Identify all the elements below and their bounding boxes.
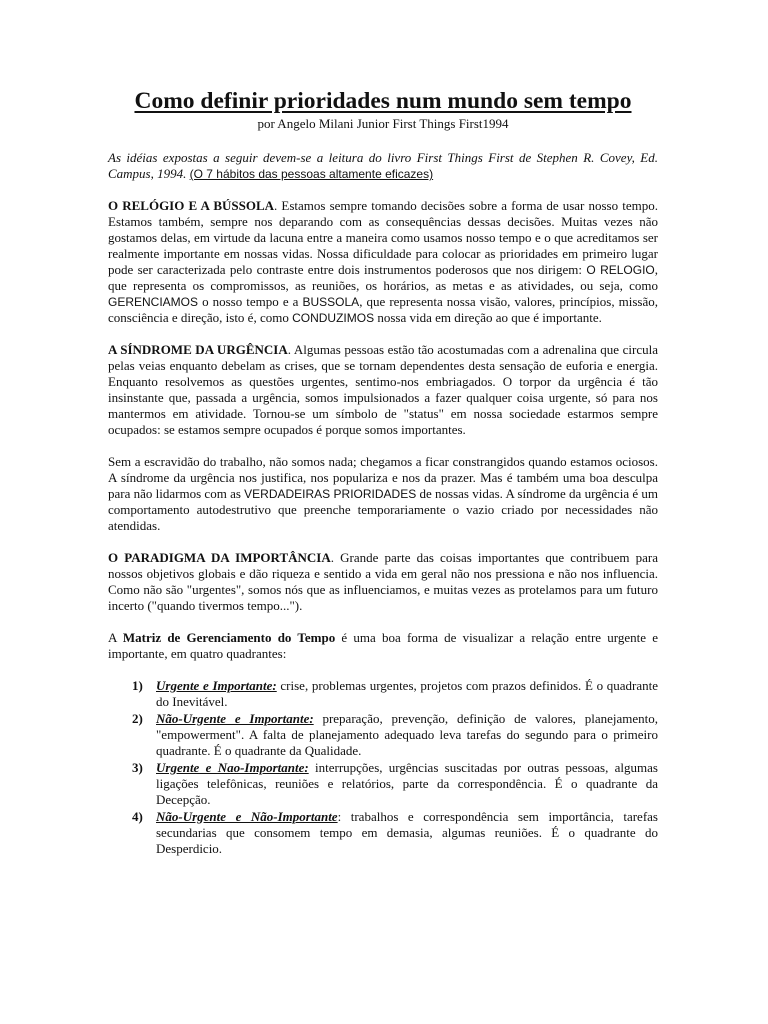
quadrant-label: Não-Urgente e Não-Importante bbox=[156, 809, 338, 824]
list-number: 1) bbox=[132, 678, 143, 693]
matriz-term: Matriz de Gerenciamento do Tempo bbox=[122, 630, 336, 645]
list-item bbox=[132, 711, 658, 759]
quadrant-label: Não-Urgente e Importante: bbox=[156, 711, 314, 726]
list-item bbox=[132, 809, 658, 857]
section-sindrome-urgencia bbox=[108, 342, 658, 438]
quadrant-list bbox=[108, 678, 658, 857]
quadrant-text: : trabalhos e correspondência sem importância, tarefas secundarias que consomem tempo em demasia, algumas reuniões. É o quadrante do Desperdicio. bbox=[156, 809, 658, 856]
section-text: Sem a escravidão do trabalho, não somos nada; chegamos a ficar constrangidos quando estamos ociosos. A síndrome da urgência nos justifica, nos populariza e nos da prazer. Mas é também uma boa desculpa para não lidarmos com as bbox=[108, 454, 658, 501]
section-text: nossa vida em direção ao que é importante. bbox=[374, 310, 602, 325]
paragraph-escravidao bbox=[108, 454, 658, 534]
list-number: 2) bbox=[132, 711, 143, 726]
section-heading: O RELÓGIO E A BÚSSOLA bbox=[108, 198, 275, 213]
intro-link[interactable]: (O 7 hábitos das pessoas altamente eficazes) bbox=[189, 167, 434, 181]
emphasis-text: GERENCIAMOS bbox=[108, 295, 199, 309]
emphasis-text: O RELOGIO bbox=[586, 263, 655, 277]
section-relogio-bussola bbox=[108, 198, 658, 326]
emphasis-text: BUSSOLA bbox=[302, 295, 360, 309]
emphasis-text: CONDUZIMOS bbox=[292, 311, 375, 325]
quadrant-label: Urgente e Importante: bbox=[156, 678, 277, 693]
byline: por Angelo Milani Junior First Things First1994 bbox=[257, 116, 509, 131]
list-number: 4) bbox=[132, 809, 143, 824]
document-page bbox=[108, 86, 658, 858]
list-item bbox=[132, 678, 658, 710]
intro-paragraph bbox=[108, 150, 658, 182]
paragraph-matriz bbox=[108, 630, 658, 662]
section-text: A bbox=[108, 630, 123, 645]
quadrant-label: Urgente e Nao-Importante: bbox=[156, 760, 309, 775]
list-number: 3) bbox=[132, 760, 143, 775]
section-text: , que representa os compromissos, as reuniões, os horários, as metas e as atividades, ou seja, como bbox=[108, 262, 658, 293]
intro-italic-text: As idéias expostas a seguir devem-se a leitura do livro First Things First de Stephen R. Covey, Ed. Campus, 1994. bbox=[108, 150, 658, 181]
section-text: . Algumas pessoas estão tão acostumadas com a adrenalina que circula pelas veias enquanto debelam as crises, que se tornam dependentes desta sensação de euforia e energia. Enquanto resolvemos as questões urgentes, sentimo-nos embriagados. O torpor da urgência é tão insinstante que, passada a urgência, somos impulsionados a fazer qualquer coisa urgente, só para nos mantermos em atividade. Tornou-se um símbolo de "status" em nossa sociedade estarmos sempre ocupados: se estamos sempre ocupados é porque somos importantes. bbox=[108, 342, 658, 437]
section-text: de nossas vidas. A síndrome da urgência é um comportamento autodestrutivo que preenche temporariamente o vazio criado por necessidades não atendidas. bbox=[108, 486, 658, 533]
quadrant-text: interrupções, urgências suscitadas por outras pessoas, algumas ligações telefônicas, reuniões e relatórios, parte da correspondência. É o quadrante da Decepção. bbox=[156, 760, 658, 807]
section-text: é uma boa forma de visualizar a relação entre urgente e importante, em quatro quadrantes: bbox=[108, 630, 658, 661]
page-title: Como definir prioridades num mundo sem tempo bbox=[134, 88, 632, 114]
section-text: . Grande parte das coisas importantes que contribuem para nossos objetivos globais e dão riqueza e sentido a vida em geral não nos pressiona e não nos influencia. Como não são "urgentes", somos nós que as influenciamos, e muitas vezes as protelamos para um futuro incerto ("quando tivermos tempo..."). bbox=[108, 550, 658, 613]
emphasis-text: VERDADEIRAS PRIORIDADES bbox=[244, 487, 417, 501]
section-heading: O PARADIGMA DA IMPORTÂNCIA bbox=[108, 550, 331, 565]
section-text: , que representa nossa visão, valores, princípios, missão, consciência e direção, isto é, como bbox=[108, 294, 658, 325]
quadrant-text: preparação, prevenção, definição de valores, planejamento, "empowerment". A falta de planejamento adequado leva tarefas do segundo para o primeiro quadrante. É o quadrante da Qualidade. bbox=[156, 711, 658, 758]
section-text: . Estamos sempre tomando decisões sobre a forma de usar nosso tempo. Estamos também, sempre nos deparando com as consequências dessas decisões. Muitas vezes não gostamos delas, em virtude da lacuna entre a maneira como usamos nosso tempo e o que acreditamos ser realmente importante em nossas vidas. Nossa dificuldade para colocar as prioridades em primeiro lugar pode ser caracterizada pelo contraste entre dois instrumentos poderosos que nos dirigem: bbox=[108, 198, 658, 277]
quadrant-text: crise, problemas urgentes, projetos com prazos definidos. É o quadrante do Inevitável. bbox=[156, 678, 658, 709]
list-item bbox=[132, 760, 658, 808]
section-text: o nosso tempo e a bbox=[198, 294, 303, 309]
section-heading: A SÍNDROME DA URGÊNCIA bbox=[108, 342, 288, 357]
section-paradigma-importancia bbox=[108, 550, 658, 614]
